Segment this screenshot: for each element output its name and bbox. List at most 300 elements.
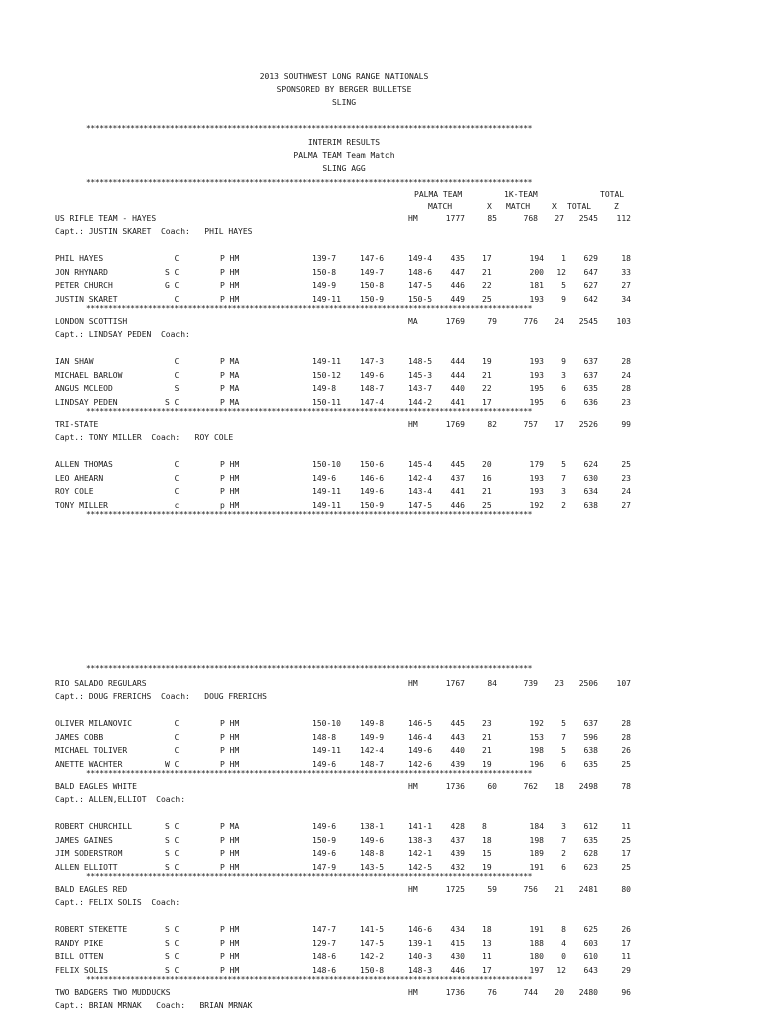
shooter-total: 624	[583, 460, 598, 469]
stage-2-score: 150-8	[360, 965, 385, 975]
shooter-name: RANDY PIKE	[55, 938, 104, 948]
shooter-class: P HM	[220, 746, 240, 755]
shooter-category: C	[165, 473, 180, 483]
team-match-x: 85	[487, 214, 497, 223]
match-x: 8	[482, 822, 487, 831]
shooter-name: FELIX SOLIS	[55, 965, 108, 975]
team-1k-x: 18	[554, 782, 564, 791]
stage-1-score: 150-10	[312, 460, 341, 469]
stage-2-score: 141-5	[360, 925, 385, 934]
match-score: 439	[450, 849, 465, 858]
shooter-name: PHIL HAYES	[55, 254, 104, 263]
team-1k-score: 762	[523, 782, 538, 791]
stage-1-score: 148-6	[312, 952, 337, 961]
shooter-category: S C	[165, 965, 180, 975]
shooter-class: P MA	[220, 822, 240, 831]
k-x: 9	[561, 357, 566, 366]
stage-3-score: 148-3	[408, 965, 433, 975]
team-z: 107	[616, 679, 631, 688]
match-score: 415	[450, 938, 465, 948]
stage-2-score: 148-7	[360, 759, 385, 769]
stage-3-score: 139-1	[408, 938, 433, 948]
k-score: 180	[529, 952, 544, 961]
shooter-class: P HM	[220, 835, 240, 845]
shooter-total: 637	[583, 370, 598, 380]
results-status: INTERIM RESULTS	[307, 138, 381, 147]
col-x: X	[487, 202, 492, 211]
team-match-x: 84	[487, 679, 497, 688]
k-score: 195	[529, 384, 544, 393]
k-score: 189	[529, 849, 544, 858]
team-1k-x: 17	[554, 420, 564, 429]
shooter-z: 17	[621, 938, 631, 948]
k-score: 179	[529, 460, 544, 469]
shooter-name: ALLEN THOMAS	[55, 460, 113, 469]
separator-line: *****************************************************************************************************	[86, 769, 533, 778]
stage-2-score: 149-7	[360, 267, 385, 277]
shooter-total: 647	[583, 267, 598, 277]
k-x: 5	[561, 719, 566, 728]
k-score: 198	[529, 746, 544, 755]
shooter-name: JUSTIN SKARET	[55, 294, 118, 304]
match-score: 432	[450, 862, 465, 872]
shooter-z: 28	[621, 719, 631, 728]
shooter-class: P HM	[220, 952, 240, 961]
shooter-total: 623	[583, 862, 598, 872]
stage-2-score: 146-6	[360, 473, 385, 483]
shooter-class: P HM	[220, 925, 240, 934]
stage-1-score: 149-6	[312, 759, 337, 769]
team-class: HM	[408, 988, 418, 997]
stage-2-score: 143-5	[360, 862, 385, 872]
event-title: 2013 SOUTHWEST LONG RANGE NATIONALS	[259, 72, 429, 81]
shooter-class: P HM	[220, 487, 240, 496]
shooter-class: P HM	[220, 460, 240, 469]
k-x: 12	[556, 965, 566, 975]
team-class: HM	[408, 420, 418, 429]
k-score: 200	[529, 267, 544, 277]
match-score: 444	[450, 370, 465, 380]
team-z: 78	[621, 782, 631, 791]
shooter-name: ROBERT CHURCHILL	[55, 822, 133, 831]
shooter-name: PETER CHURCH	[55, 281, 113, 290]
k-x: 5	[561, 281, 566, 290]
shooter-class: P HM	[220, 294, 240, 304]
stage-2-score: 149-6	[360, 835, 385, 845]
event-category: SLING	[331, 98, 357, 107]
shooter-category: C	[165, 487, 180, 496]
shooter-z: 28	[621, 732, 631, 742]
stage-3-score: 147-5	[408, 281, 433, 290]
stage-1-score: 149-11	[312, 294, 341, 304]
shooter-category: S C	[165, 938, 180, 948]
stage-1-score: 147-7	[312, 925, 337, 934]
stage-2-score: 147-6	[360, 254, 385, 263]
stage-2-score: 149-6	[360, 487, 385, 496]
team-total: 2498	[578, 782, 598, 791]
shooter-z: 25	[621, 759, 631, 769]
k-score: 192	[529, 719, 544, 728]
shooter-z: 26	[621, 746, 631, 755]
shooter-total: 612	[583, 822, 598, 831]
stage-1-score: 129-7	[312, 938, 337, 948]
stage-3-score: 148-5	[408, 357, 433, 366]
shooter-category: S C	[165, 862, 180, 872]
shooter-category: C	[165, 746, 180, 755]
match-score: 443	[450, 732, 465, 742]
team-z: 112	[616, 214, 631, 223]
match-x: 22	[482, 384, 492, 393]
k-score: 193	[529, 487, 544, 496]
shooter-name: JAMES GAINES	[55, 835, 113, 845]
col-total-top: TOTAL	[600, 190, 625, 199]
match-x: 21	[482, 746, 492, 755]
stage-2-score: 147-3	[360, 357, 385, 366]
match-x: 22	[482, 281, 492, 290]
shooter-name: ALLEN ELLIOTT	[55, 862, 118, 872]
shooter-z: 28	[621, 357, 631, 366]
separator-line: *****************************************************************************************************	[86, 407, 533, 416]
k-x: 9	[561, 294, 566, 304]
shooter-total: 637	[583, 357, 598, 366]
team-1k-score: 776	[523, 317, 538, 326]
k-x: 6	[561, 759, 566, 769]
team-name: LONDON SCOTTISH	[55, 317, 128, 326]
match-x: 21	[482, 267, 492, 277]
match-score: 437	[450, 835, 465, 845]
k-score: 198	[529, 835, 544, 845]
team-1k-x: 27	[554, 214, 564, 223]
k-x: 7	[561, 835, 566, 845]
stage-2-score: 142-4	[360, 746, 385, 755]
match-score: 440	[450, 746, 465, 755]
shooter-total: 638	[583, 500, 598, 510]
k-x: 7	[561, 732, 566, 742]
team-total: 2545	[578, 214, 598, 223]
stage-1-score: 149-11	[312, 487, 341, 496]
match-score: 439	[450, 759, 465, 769]
shooter-total: 635	[583, 384, 598, 393]
team-1k-x: 23	[554, 679, 564, 688]
shooter-name: IAN SHAW	[55, 357, 94, 366]
stage-3-score: 141-1	[408, 822, 433, 831]
shooter-total: 603	[583, 938, 598, 948]
stage-2-score: 150-9	[360, 500, 385, 510]
team-z: 96	[621, 988, 631, 997]
shooter-z: 25	[621, 835, 631, 845]
match-x: 15	[482, 849, 492, 858]
stage-3-score: 146-4	[408, 732, 433, 742]
match-x: 16	[482, 473, 492, 483]
k-score: 192	[529, 500, 544, 510]
stage-3-score: 145-4	[408, 460, 433, 469]
shooter-z: 25	[621, 460, 631, 469]
stage-3-score: 143-7	[408, 384, 433, 393]
k-x: 1	[561, 254, 566, 263]
team-match-x: 79	[487, 317, 497, 326]
separator-line: *****************************************************************************************************	[86, 178, 533, 187]
match-x: 21	[482, 370, 492, 380]
stage-3-score: 144-2	[408, 397, 433, 407]
stage-1-score: 149-11	[312, 746, 341, 755]
stage-2-score: 149-8	[360, 719, 385, 728]
stage-3-score: 142-5	[408, 862, 433, 872]
k-x: 2	[561, 849, 566, 858]
col-total: TOTAL	[567, 202, 592, 211]
k-score: 196	[529, 759, 544, 769]
match-score: 445	[450, 460, 465, 469]
shooter-total: 627	[583, 281, 598, 290]
separator-line: *****************************************************************************************************	[86, 872, 533, 881]
separator-line: *****************************************************************************************************	[86, 664, 533, 673]
match-x: 17	[482, 397, 492, 407]
shooter-total: 635	[583, 759, 598, 769]
team-name: BALD EAGLES RED	[55, 885, 128, 894]
shooter-class: P MA	[220, 397, 240, 407]
k-score: 193	[529, 357, 544, 366]
shooter-category: S	[165, 384, 180, 393]
team-match-score: 1725	[445, 885, 465, 894]
match-x: 21	[482, 732, 492, 742]
stage-3-score: 149-6	[408, 746, 433, 755]
shooter-category: C	[165, 357, 180, 366]
team-captain-coach: Capt.: JUSTIN SKARET Coach: PHIL HAYES	[55, 227, 253, 236]
k-x: 3	[561, 487, 566, 496]
k-x: 3	[561, 822, 566, 831]
shooter-category: C	[165, 732, 180, 742]
team-class: HM	[408, 679, 418, 688]
shooter-category: W C	[165, 759, 180, 769]
shooter-z: 17	[621, 849, 631, 858]
team-captain-coach: Capt.: BRIAN MRNAK Coach: BRIAN MRNAK	[55, 1001, 253, 1010]
team-name: BALD EAGLES WHITE	[55, 782, 137, 791]
shooter-z: 33	[621, 267, 631, 277]
k-score: 153	[529, 732, 544, 742]
match-x: 11	[482, 952, 492, 961]
team-z: 80	[621, 885, 631, 894]
stage-2-score: 150-6	[360, 460, 385, 469]
shooter-total: 634	[583, 487, 598, 496]
shooter-class: p HM	[220, 500, 240, 510]
stage-3-score: 142-6	[408, 759, 433, 769]
k-x: 5	[561, 460, 566, 469]
event-sponsor: SPONSORED BY BERGER BULLETSE	[276, 85, 412, 94]
shooter-category: C	[165, 294, 180, 304]
team-total: 2526	[578, 420, 598, 429]
shooter-z: 27	[621, 500, 631, 510]
match-score: 434	[450, 925, 465, 934]
team-1k-score: 739	[523, 679, 538, 688]
k-x: 12	[556, 267, 566, 277]
stage-1-score: 150-8	[312, 267, 337, 277]
shooter-category: S C	[165, 835, 180, 845]
k-score: 197	[529, 965, 544, 975]
match-score: 440	[450, 384, 465, 393]
shooter-z: 29	[621, 965, 631, 975]
match-x: 19	[482, 862, 492, 872]
team-z: 99	[621, 420, 631, 429]
shooter-z: 34	[621, 294, 631, 304]
shooter-name: TONY MILLER	[55, 500, 108, 510]
shooter-category: S C	[165, 267, 180, 277]
shooter-name: JAMES COBB	[55, 732, 104, 742]
team-class: MA	[408, 317, 418, 326]
match-name: PALMA TEAM Team Match	[293, 151, 395, 160]
shooter-category: C	[165, 254, 180, 263]
team-1k-score: 757	[523, 420, 538, 429]
stage-1-score: 148-6	[312, 965, 337, 975]
separator-line: *****************************************************************************************************	[86, 975, 533, 984]
shooter-total: 638	[583, 746, 598, 755]
k-x: 2	[561, 500, 566, 510]
team-name: RIO SALADO REGULARS	[55, 679, 147, 688]
shooter-class: P MA	[220, 370, 240, 380]
match-score: 437	[450, 473, 465, 483]
team-match-score: 1769	[445, 317, 465, 326]
col-1k-x: X	[552, 202, 557, 211]
shooter-total: 642	[583, 294, 598, 304]
shooter-class: P HM	[220, 732, 240, 742]
k-x: 7	[561, 473, 566, 483]
match-x: 17	[482, 254, 492, 263]
stage-1-score: 149-11	[312, 357, 341, 366]
shooter-name: ANETTE WACHTER	[55, 759, 123, 769]
shooter-category: S C	[165, 952, 180, 961]
shooter-class: P HM	[220, 267, 240, 277]
shooter-category: C	[165, 460, 180, 469]
team-captain-coach: Capt.: DOUG FRERICHS Coach: DOUG FRERICHS	[55, 692, 267, 701]
shooter-name: ROBERT STEKETTE	[55, 925, 128, 934]
k-score: 191	[529, 925, 544, 934]
match-x: 25	[482, 294, 492, 304]
match-score: 445	[450, 719, 465, 728]
shooter-total: 596	[583, 732, 598, 742]
match-x: 19	[482, 759, 492, 769]
k-score: 181	[529, 281, 544, 290]
shooter-class: P HM	[220, 759, 240, 769]
stage-3-score: 143-4	[408, 487, 433, 496]
k-score: 193	[529, 294, 544, 304]
team-total: 2545	[578, 317, 598, 326]
shooter-total: 628	[583, 849, 598, 858]
shooter-class: P HM	[220, 719, 240, 728]
shooter-name: OLIVER MILANOVIC	[55, 719, 133, 728]
match-score: 430	[450, 952, 465, 961]
shooter-z: 18	[621, 254, 631, 263]
shooter-class: P HM	[220, 965, 240, 975]
shooter-class: P HM	[220, 938, 240, 948]
shooter-category: G C	[165, 281, 180, 290]
k-x: 6	[561, 397, 566, 407]
stage-3-score: 146-5	[408, 719, 433, 728]
shooter-total: 643	[583, 965, 598, 975]
match-x: 18	[482, 925, 492, 934]
shooter-total: 629	[583, 254, 598, 263]
shooter-z: 26	[621, 925, 631, 934]
shooter-name: BILL OTTEN	[55, 952, 104, 961]
team-captain-coach: Capt.: ALLEN,ELLIOT Coach:	[55, 795, 186, 804]
shooter-z: 24	[621, 370, 631, 380]
shooter-z: 27	[621, 281, 631, 290]
stage-1-score: 149-6	[312, 849, 337, 858]
shooter-z: 25	[621, 862, 631, 872]
team-match-score: 1767	[445, 679, 465, 688]
shooter-category: S C	[165, 925, 180, 934]
team-z: 103	[616, 317, 631, 326]
stage-2-score: 149-6	[360, 370, 385, 380]
stage-2-score: 149-9	[360, 732, 385, 742]
k-x: 6	[561, 384, 566, 393]
col-1k-match: MATCH	[506, 202, 531, 211]
match-score: 446	[450, 965, 465, 975]
match-score: 446	[450, 281, 465, 290]
stage-1-score: 148-8	[312, 732, 337, 742]
team-class: HM	[408, 782, 418, 791]
team-1k-score: 756	[523, 885, 538, 894]
stage-1-score: 149-6	[312, 822, 337, 831]
k-x: 3	[561, 370, 566, 380]
stage-2-score: 150-9	[360, 294, 385, 304]
shooter-class: P HM	[220, 849, 240, 858]
team-match-score: 1736	[445, 988, 465, 997]
shooter-total: 636	[583, 397, 598, 407]
match-score: 435	[450, 254, 465, 263]
aggregate-name: SLING AGG	[322, 164, 366, 173]
stage-2-score: 147-4	[360, 397, 385, 407]
k-score: 193	[529, 370, 544, 380]
shooter-category: C	[165, 370, 180, 380]
col-match: MATCH	[428, 202, 453, 211]
team-name: US RIFLE TEAM - HAYES	[55, 214, 157, 223]
shooter-category: C	[165, 719, 180, 728]
k-x: 4	[561, 938, 566, 948]
team-match-x: 76	[487, 988, 497, 997]
col-z: Z	[614, 202, 619, 211]
match-x: 17	[482, 965, 492, 975]
shooter-name: JIM SODERSTROM	[55, 849, 123, 858]
shooter-z: 11	[621, 952, 631, 961]
stage-1-score: 150-9	[312, 835, 337, 845]
shooter-z: 23	[621, 473, 631, 483]
match-score: 449	[450, 294, 465, 304]
shooter-category: S C	[165, 397, 180, 407]
match-score: 441	[450, 487, 465, 496]
team-match-x: 60	[487, 782, 497, 791]
match-x: 23	[482, 719, 492, 728]
team-1k-score: 744	[523, 988, 538, 997]
shooter-z: 23	[621, 397, 631, 407]
team-name: TRI-STATE	[55, 420, 99, 429]
stage-3-score: 138-3	[408, 835, 433, 845]
match-x: 18	[482, 835, 492, 845]
k-x: 8	[561, 925, 566, 934]
k-score: 194	[529, 254, 544, 263]
shooter-total: 630	[583, 473, 598, 483]
k-score: 184	[529, 822, 544, 831]
team-class: HM	[408, 214, 418, 223]
stage-2-score: 148-8	[360, 849, 385, 858]
separator-line: *****************************************************************************************************	[86, 510, 533, 519]
stage-3-score: 142-1	[408, 849, 433, 858]
shooter-z: 24	[621, 487, 631, 496]
match-score: 428	[450, 822, 465, 831]
shooter-category: S C	[165, 849, 180, 858]
team-class: HM	[408, 885, 418, 894]
k-score: 193	[529, 473, 544, 483]
stage-1-score: 150-11	[312, 397, 341, 407]
team-name: TWO BADGERS TWO MUDDUCKS	[55, 988, 171, 997]
team-captain-coach: Capt.: FELIX SOLIS Coach:	[55, 898, 181, 907]
